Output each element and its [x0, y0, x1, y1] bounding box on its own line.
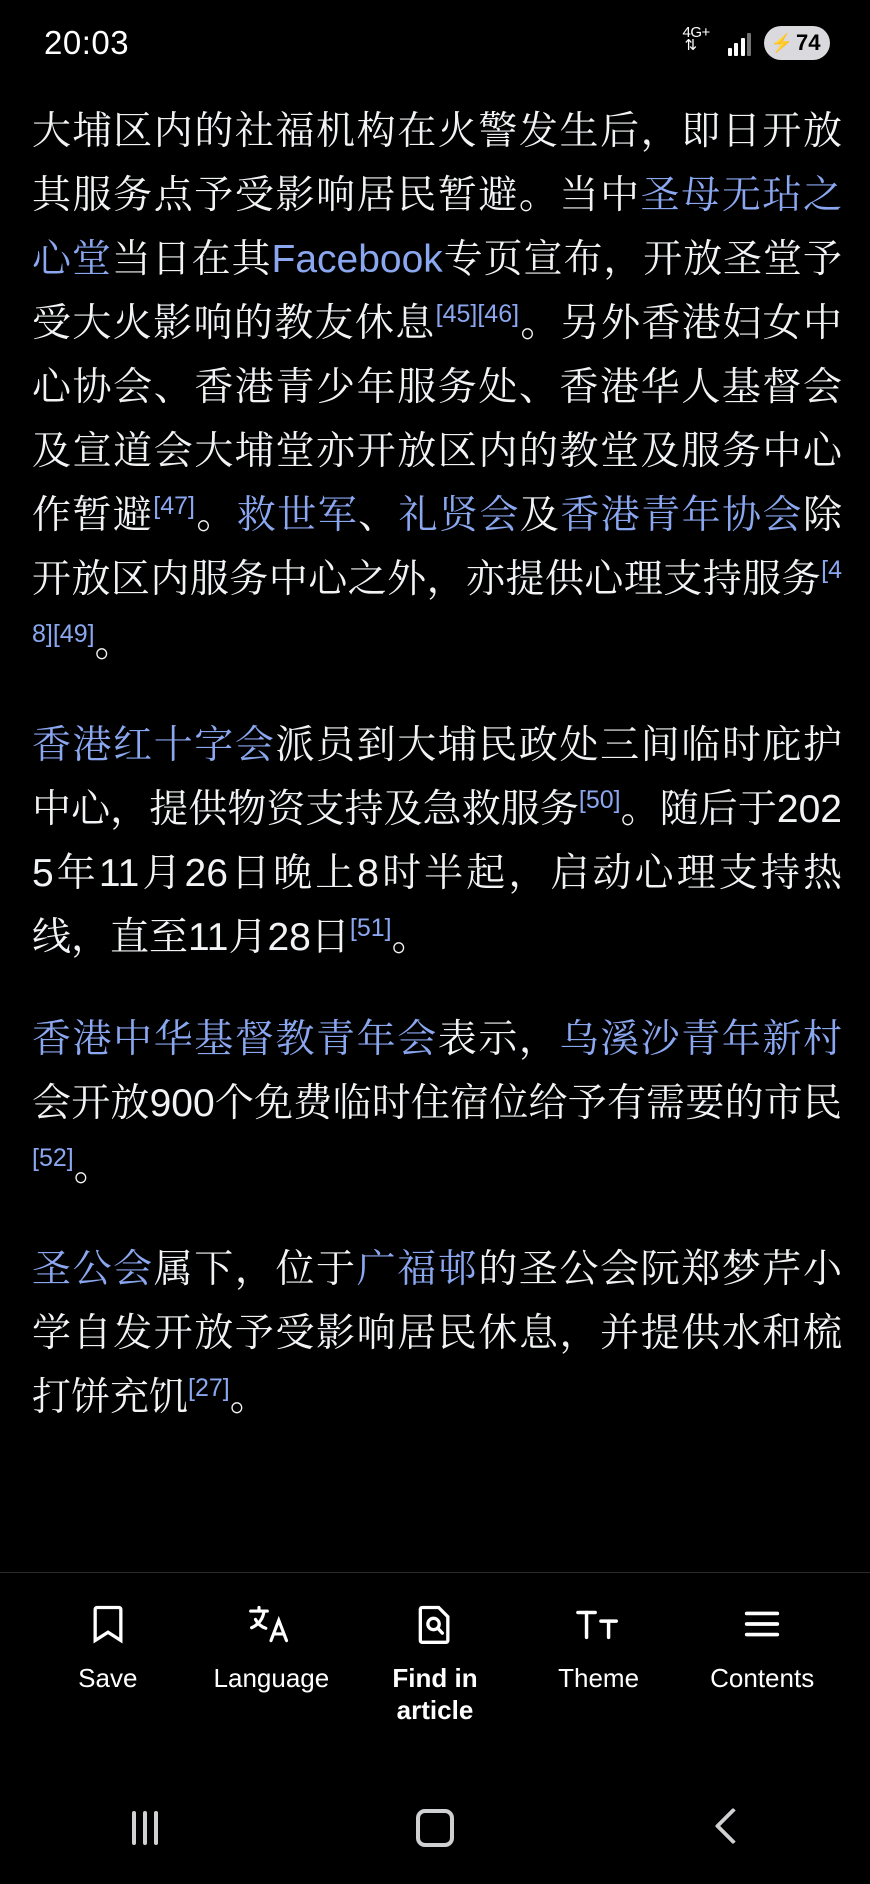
battery-indicator — [764, 26, 830, 60]
article-text: 。 — [73, 1146, 113, 1189]
article-text: 表示， — [437, 1018, 560, 1061]
reference-marker[interactable]: [51] — [349, 914, 392, 942]
article-text: 除开放区内服务中心之外，亦提供心理支持服务 — [32, 494, 842, 601]
article-text: 。 — [229, 1376, 269, 1419]
article-link[interactable]: 救世军 — [236, 494, 359, 537]
back-chevron-icon — [714, 1809, 736, 1847]
mobile-network-icon — [681, 26, 715, 60]
bookmark-icon — [86, 1599, 130, 1649]
article-link[interactable]: 圣母无玷之心堂 — [32, 174, 842, 281]
toolbar-item-language[interactable] — [190, 1599, 354, 1694]
toolbar-item-find-in-article[interactable] — [353, 1599, 517, 1726]
toolbar-label-language: Language — [213, 1663, 330, 1693]
article-text: 的圣公会阮郑梦芹小学自发开放予受影响居民休息，并提供水和梳打饼充饥 — [32, 1248, 842, 1419]
article-text: 。 — [94, 622, 134, 665]
reference-marker[interactable]: [47] — [153, 492, 195, 520]
article-link[interactable]: 乌溪沙青年新村 — [559, 1018, 842, 1061]
article-text: 专页宣布，开放圣堂予受大火影响的教友休息 — [32, 238, 842, 345]
article-text: 、 — [358, 494, 399, 537]
home-button[interactable] — [380, 1798, 490, 1858]
find-in-page-icon — [413, 1599, 457, 1649]
toolbar-item-theme[interactable] — [517, 1599, 681, 1694]
charging-bolt-icon: ⚡ — [770, 33, 793, 53]
status-bar — [0, 0, 870, 86]
paragraph-4 — [32, 1238, 842, 1430]
recents-icon — [132, 1811, 158, 1845]
reference-marker[interactable]: [49] — [52, 620, 95, 648]
article-text: 属下，位于 — [153, 1248, 357, 1291]
back-button[interactable] — [670, 1798, 780, 1858]
article-text: 大埔区内的社福机构在火警发生后，即日开放其服务点予受影响居民暂避。当中 — [32, 110, 842, 217]
toolbar-item-save[interactable] — [26, 1599, 190, 1694]
reference-marker[interactable]: [48] — [32, 556, 842, 648]
article-link[interactable]: 广福邨 — [356, 1248, 479, 1291]
article-link[interactable]: Facebook — [271, 238, 443, 281]
signal-strength-icon — [728, 30, 752, 56]
network-type-label: 4G+ — [682, 24, 710, 41]
article-text: 会开放900个免费临时住宿位给予有需要的市民 — [32, 1082, 842, 1125]
article-content[interactable] — [0, 86, 870, 1572]
article-link[interactable]: 香港青年协会 — [560, 494, 803, 537]
article-link[interactable]: 香港中华基督教青年会 — [32, 1018, 438, 1061]
reference-marker[interactable]: [45] — [435, 300, 478, 328]
list-icon — [739, 1599, 785, 1649]
toolbar-label-contents: Contents — [710, 1663, 815, 1693]
android-navigation-bar — [0, 1772, 870, 1884]
paragraph-3 — [32, 1008, 842, 1200]
article-text: 派员到大埔民政处三间临时庇护中心，提供物资支持及急救服务 — [32, 724, 842, 831]
recents-button[interactable] — [90, 1798, 200, 1858]
home-icon — [416, 1809, 454, 1847]
toolbar-label-find-in-article: Find in article — [392, 1663, 478, 1725]
article-link[interactable]: 礼贤会 — [398, 494, 520, 537]
article-text: 。随后于2025年11月26日晚上8时半起，启动心理支持热线，直至11月28日 — [32, 788, 842, 959]
article-text: 。 — [391, 916, 431, 959]
data-transfer-arrows-icon: ⇅ — [684, 37, 698, 54]
toolbar-item-contents[interactable] — [680, 1599, 844, 1694]
article-text: 。 — [195, 494, 237, 537]
article-text: 当日在其 — [111, 238, 272, 281]
battery-percent-label: 74 — [795, 30, 821, 55]
text-format-icon — [574, 1599, 624, 1649]
language-icon — [247, 1599, 295, 1649]
status-icons — [681, 26, 831, 60]
status-clock: 20:03 — [44, 24, 130, 61]
reference-marker[interactable]: [46] — [477, 300, 520, 328]
reference-marker[interactable]: [50] — [578, 786, 621, 814]
paragraph-2 — [32, 714, 842, 970]
article-link[interactable]: 香港红十字会 — [32, 724, 276, 767]
reference-marker[interactable]: [52] — [32, 1144, 74, 1172]
reference-marker[interactable]: [27] — [188, 1374, 230, 1402]
article-toolbar — [0, 1572, 870, 1772]
article-link[interactable]: 圣公会 — [32, 1248, 154, 1291]
toolbar-label-theme: Theme — [558, 1663, 640, 1693]
article-text: 及 — [519, 494, 561, 537]
article-text: 。另外香港妇女中心协会、香港青少年服务处、香港华人基督会及宣道会大埔堂亦开放区内的教堂及服务中心作暂避 — [32, 302, 842, 537]
toolbar-label-save: Save — [78, 1663, 138, 1693]
paragraph-1 — [32, 100, 842, 676]
